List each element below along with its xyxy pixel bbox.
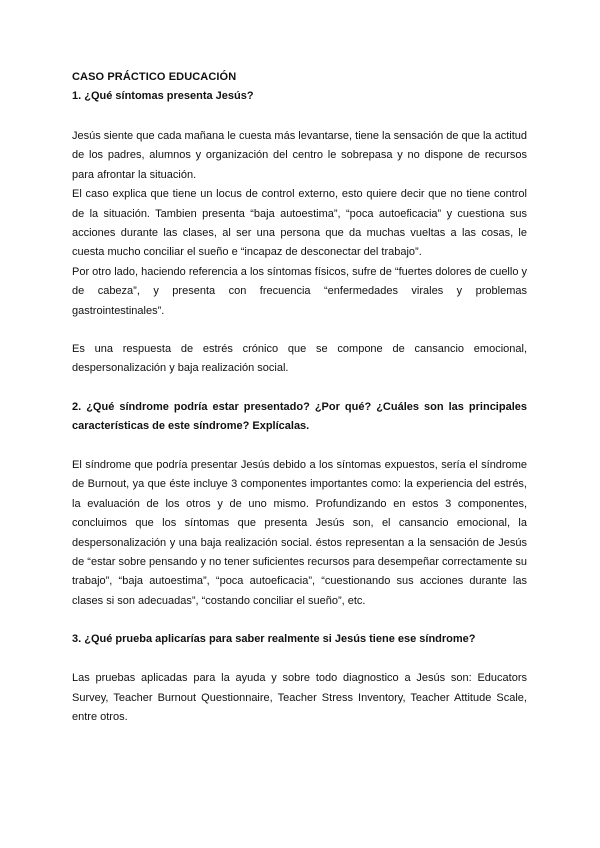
question-3-heading: 3. ¿Qué prueba aplicarías para saber realmente si Jesús tiene ese síndrome? [72,633,476,646]
document-title: CASO PRÁCTICO EDUCACIÓN [72,71,237,83]
q1-paragraph-3: Por otro lado, haciendo referencia a los síntomas físicos, sufre de “fuertes dolores de cuello y de cabeza”, y presenta con frecuencia “enfermedades virales y problemas gastrointestinales”. [72,265,527,317]
q1-paragraph-2: El caso explica que tiene un locus de control externo, esto quiere decir que no tiene control de la situación. Tambien presenta “baja autoestima”, “poca autoeficacia” y cuestiona sus acciones durante las clases, al ser una persona que da muchas vueltas a las cosas, le cuesta mucho conciliar el sueño e “incapaz de desconectar del trabajo”. [72,188,527,259]
q3-answer: Las pruebas aplicadas para la ayuda y sobre todo diagnostico a Jesús son: Educators Survey, Teacher Burnout Questionnaire, Teacher Stress Inventory, Teacher Attitude Scale, entre otros. [72,672,527,723]
q1-paragraph-1: Jesús siente que cada mañana le cuesta más levantarse, tiene la sensación de que la actitud de los padres, alumnos y organización del centro le sobrepasa y no dispone de recursos para afrontar la situación. [72,130,527,181]
question-1-heading: 1. ¿Qué síntomas presenta Jesús? [72,90,254,102]
q2-answer: El síndrome que podría presentar Jesús debido a los síntomas expuestos, sería el síndrome de Burnout, ya que éste incluye 3 componentes importantes como: la experiencia del estrés, la evaluación de los otros y de uno mismo. Profundizando en estos 3 componentes, concluimos que los síntomas que presenta Jesús son, el cansancio emocional, la despersonalización y una baja realización social. éstos representan a la sensación de Jesús de “estar sobre pensando y no tener suficientes recursos para desempeñar correctamente su trabajo”, “baja autoestima”, “poca autoeficacia”, “cuestionando sus acciones durante las clases si son adecuadas”, “costando conciliar el sueño”, etc. [72,458,527,607]
question-2-heading: 2. ¿Qué síndrome podría estar presentado? ¿Por qué? ¿Cuáles son las principales características de este síndrome? Explícalas. [72,400,527,432]
document-page [72,68,527,727]
q1-conclusion: Es una respuesta de estrés crónico que se compone de cansancio emocional, despersonalización y baja realización social. [72,343,527,375]
